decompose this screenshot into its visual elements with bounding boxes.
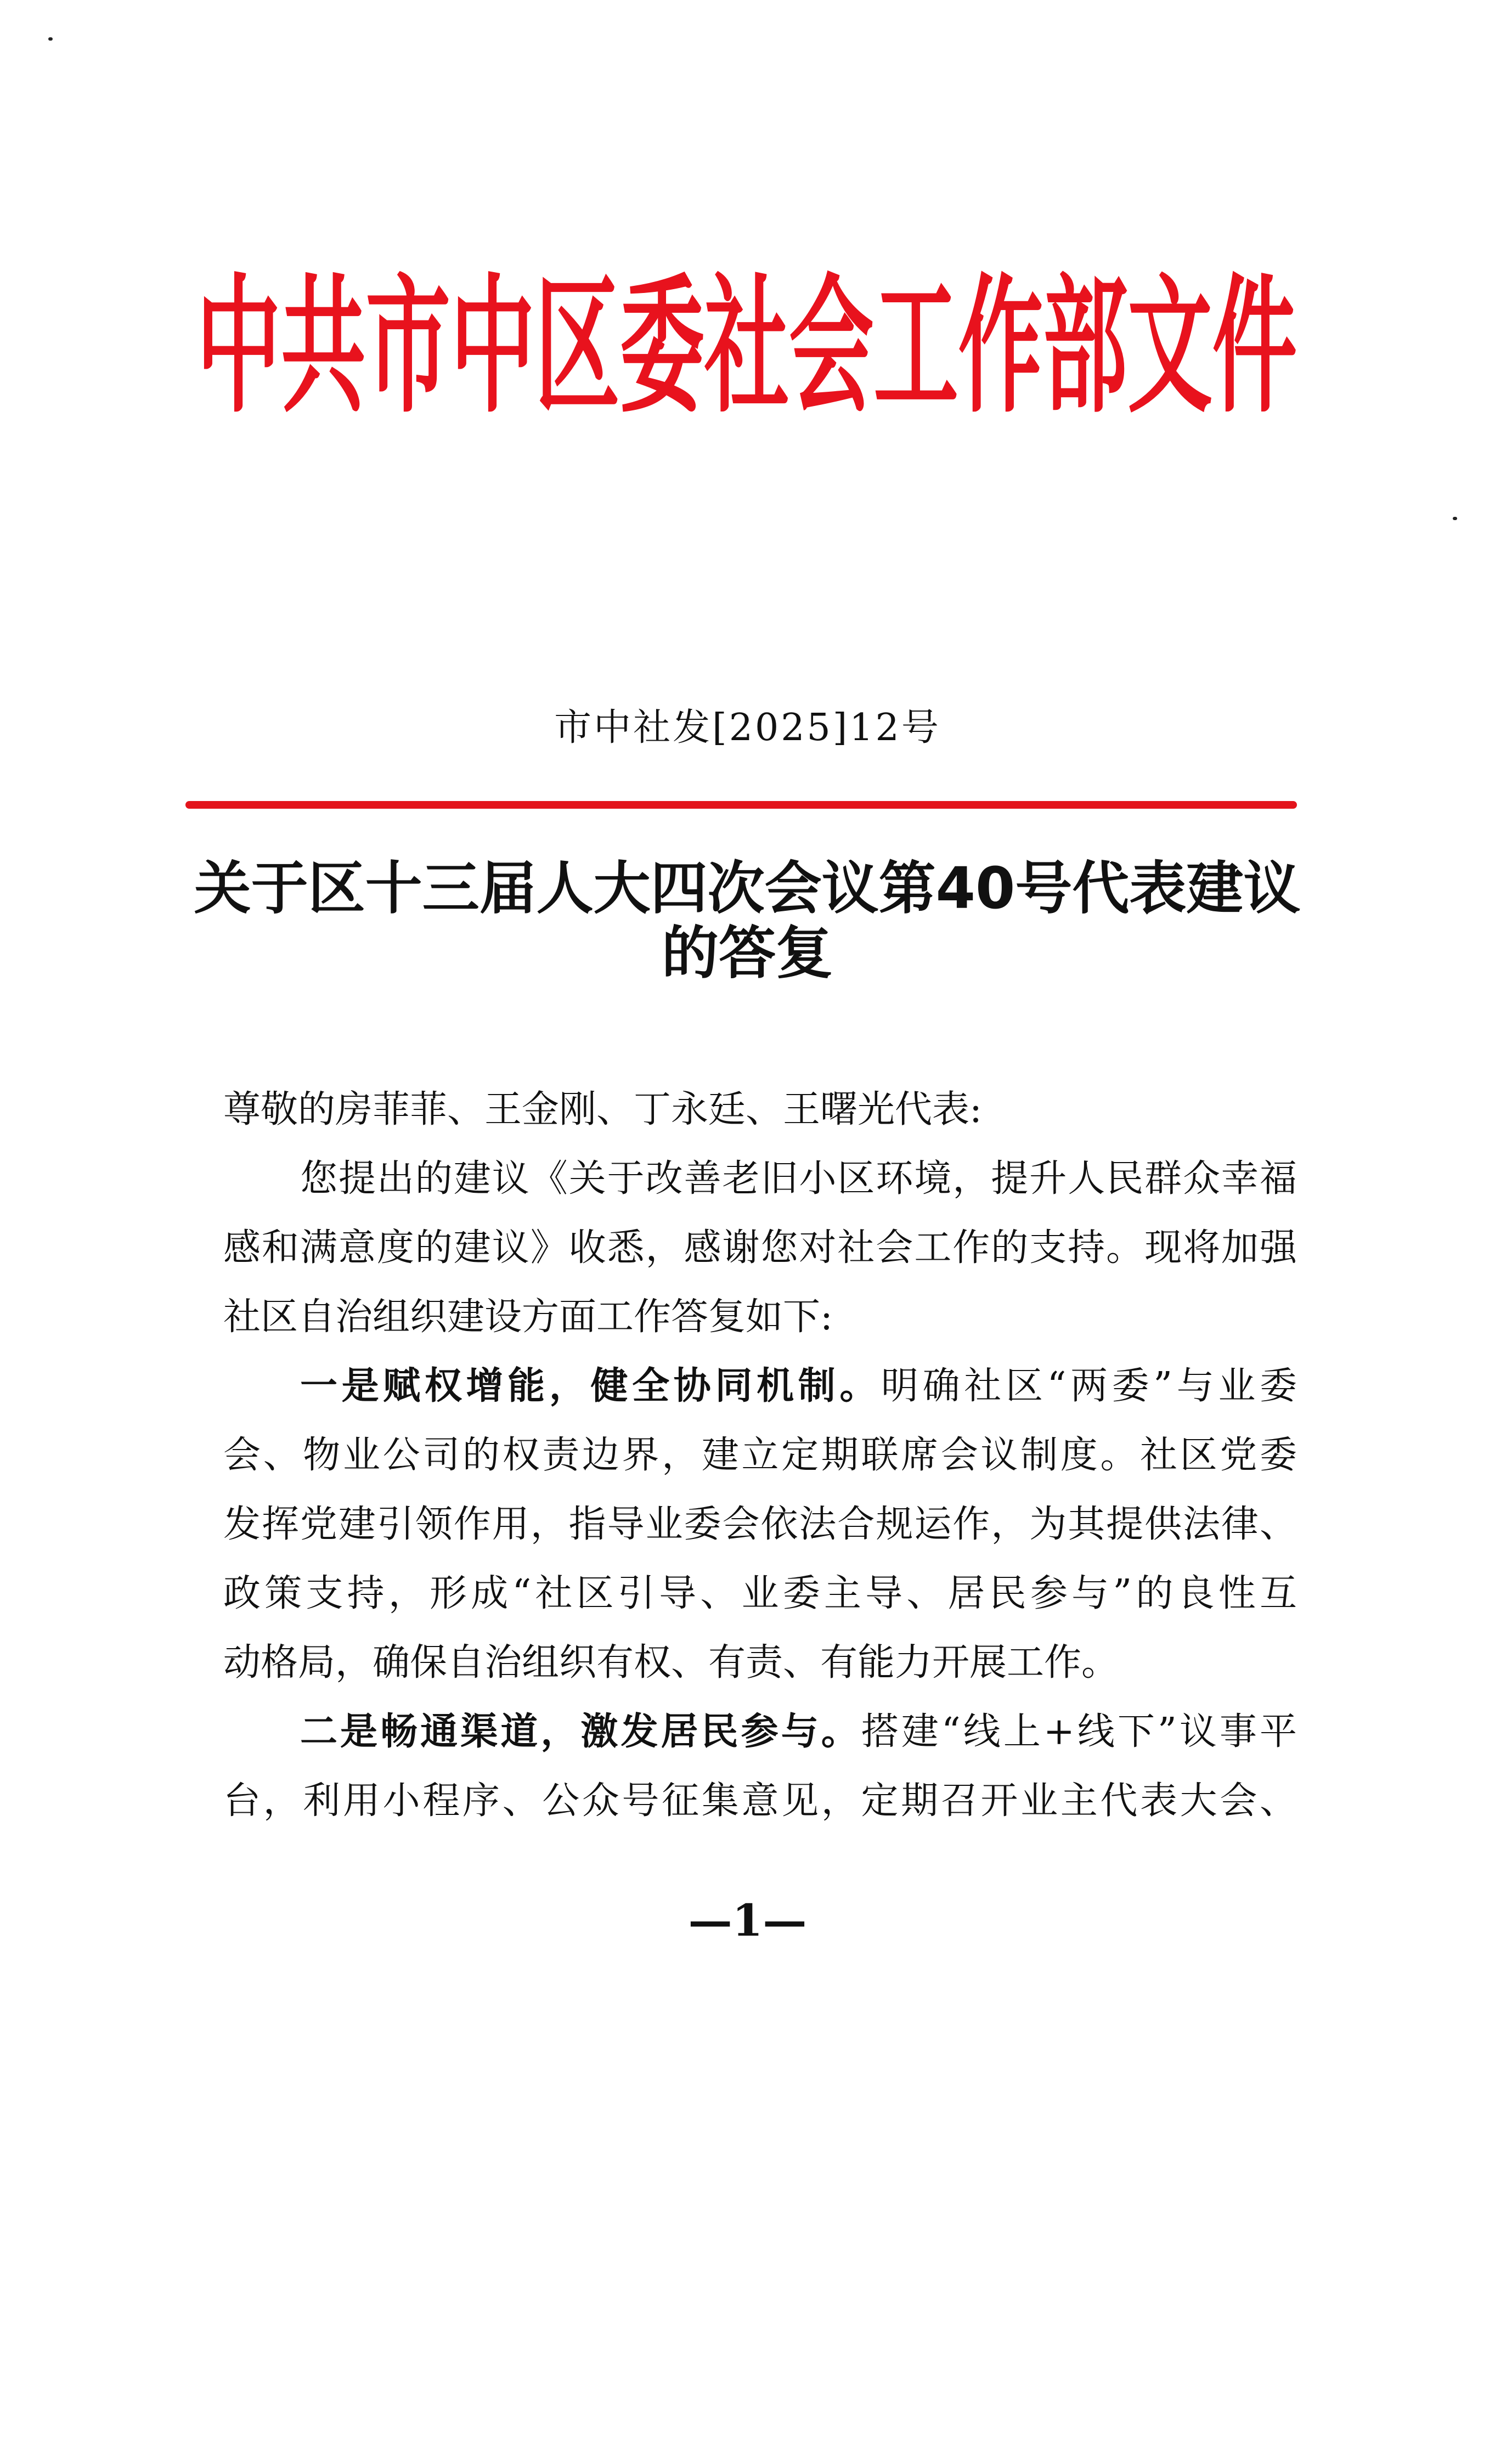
paragraph-line: 动格局，确保自治组织有权、有责、有能力开展工作。 <box>223 1641 1119 1684</box>
paragraph-line: 社区自治组织建设方面工作答复如下: <box>223 1295 833 1339</box>
document-body <box>223 1075 1297 1836</box>
title-line-1: 关于区十三届人大四次会议第40号代表建议 <box>194 855 1301 922</box>
paragraph-line: 会、物业公司的权责边界，建立定期联席会议制度。社区党委 <box>223 1434 1297 1477</box>
point-heading: 二是畅通渠道，激发居民参与。 <box>300 1710 861 1753</box>
document-number: 市中社发[2025]12号 <box>554 706 941 749</box>
paragraph-line: 政策支持，形成“社区引导、业委主导、居民参与”的良性互 <box>223 1572 1297 1615</box>
title-line-2: 的答复 <box>661 920 833 986</box>
document-header <box>196 258 1297 422</box>
paragraph-line: 感和满意度的建议》收悉，感谢您对社会工作的支持。现将加强 <box>223 1226 1297 1270</box>
paragraph-line <box>223 1698 1297 1767</box>
paragraph-line: 发挥党建引领作用，指导业委会依法合规运作，为其提供法律、 <box>223 1503 1297 1546</box>
document-header-title: 中共市中区委社会工作部文件 <box>196 260 1297 422</box>
document-title <box>171 856 1323 985</box>
scan-speck <box>48 37 53 41</box>
paragraph-line <box>223 1352 1297 1421</box>
salutation: 尊敬的房菲菲、王金刚、丁永廷、王曙光代表: <box>223 1088 982 1131</box>
document-header-graphic <box>196 258 1297 422</box>
point-heading: 一是赋权增能，健全协同机制。 <box>300 1364 882 1408</box>
paragraph-text: 明确社区“两委”与业委 <box>881 1364 1297 1408</box>
paragraph-line: 台，利用小程序、公众号征集意见，定期召开业主代表大会、 <box>223 1779 1297 1823</box>
scan-speck <box>1453 517 1457 520</box>
page-number: —1— <box>688 1894 807 1946</box>
paragraph-text: 搭建“线上+线下”议事平 <box>861 1710 1297 1753</box>
paragraph-line: 您提出的建议《关于改善老旧小区环境，提升人民群众幸福 <box>300 1157 1297 1200</box>
red-divider-line <box>185 801 1297 809</box>
